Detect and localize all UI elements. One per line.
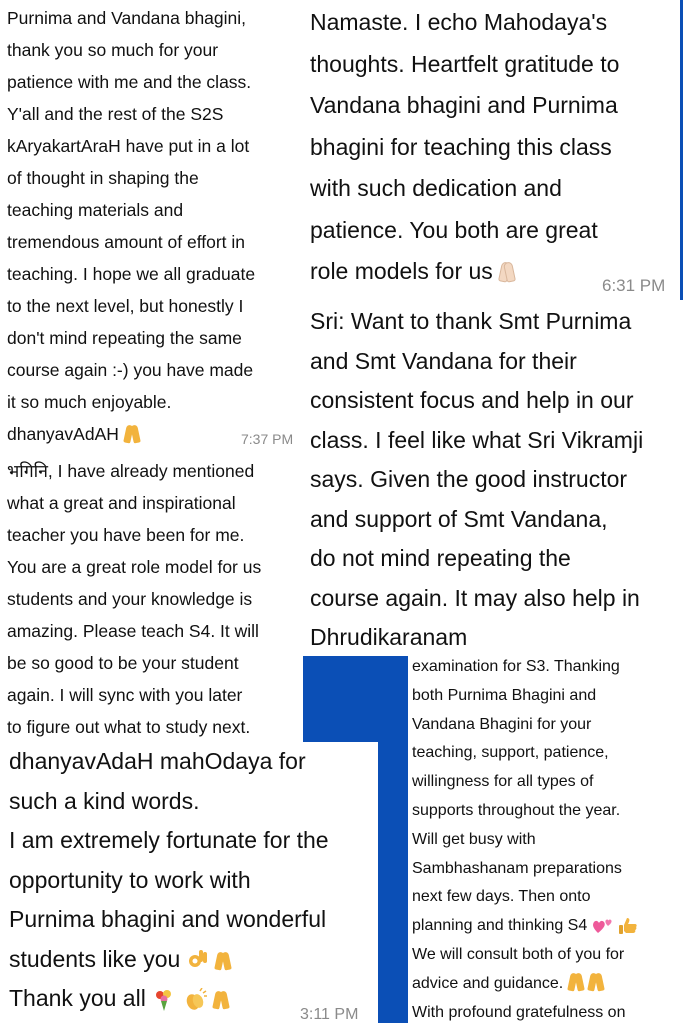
message-line: examination for S3. Thanking (412, 658, 620, 675)
message-line: भगिनि, I have already mentioned (7, 461, 255, 481)
message-line: teaching, support, patience, (412, 744, 609, 762)
message-line: Purnima and Vandana bhagini, (7, 8, 247, 28)
message-line: willingness for all types of (412, 773, 594, 791)
message-line: be so good to be your student (7, 653, 239, 673)
message-line: Dhrudikaranam (310, 624, 468, 650)
message-line: consistent focus and help in our (310, 387, 634, 413)
timestamp: 6:31 PM (602, 276, 666, 295)
message-line: course again. It may also help in (310, 584, 640, 611)
folded-hands-icon (568, 971, 584, 991)
message-line: tremendous amount of effort in (7, 232, 246, 252)
message-line: don't mind repeating the same (7, 328, 242, 348)
message-line: with such dedication and (310, 175, 562, 201)
message-line: and Smt Vandana for their (310, 347, 577, 374)
message-line: do not mind repeating the (310, 545, 571, 571)
message-line: kAryakartAraH have put in a lot (7, 136, 250, 156)
message-line: bhagini for teaching this class (310, 133, 612, 160)
folded-hands-icon (499, 262, 515, 282)
message-line: patience with me and the class. (7, 72, 252, 92)
message-line: class. I feel like what Sri Vikramji (310, 426, 644, 453)
timestamp: 3:11 PM (300, 1006, 359, 1023)
message-line: amazing. Please teach S4. It will (7, 621, 259, 641)
message-line: supports throughout the year. (412, 801, 621, 819)
message-line: both Purnima Bhagini and (412, 686, 597, 704)
message-middle-left (0, 455, 303, 740)
message-line: course again :-) you have made (7, 360, 254, 380)
message-line: of thought in shaping the (7, 168, 199, 188)
message-line: teaching materials and (7, 200, 184, 220)
message-line: Purnima bhagini and wonderful (9, 906, 327, 932)
message-line: We will consult both of you for (412, 945, 625, 963)
message-bottom-left (0, 740, 392, 1023)
message-line: says. Given the good instructor (310, 466, 628, 492)
message-line: students like you (9, 940, 329, 980)
blue-strip (378, 742, 408, 1023)
message-line: thoughts. Heartfelt gratitude to (310, 50, 620, 77)
message-line: dhanyavAdAH (7, 418, 255, 450)
message-line: role models for us (310, 251, 619, 293)
message-line: to the next level, but honestly I (7, 296, 244, 316)
message-line: opportunity to work with (9, 866, 251, 893)
message-line: it so much enjoyable. (7, 392, 172, 412)
message-line: dhanyavAdaH mahOdaya for (9, 748, 306, 774)
message-line: Y'all and the rest of the S2S (7, 104, 224, 124)
ok-hand-icon (187, 948, 209, 972)
message-line: advice and guidance. (412, 970, 638, 999)
message-line: what a great and inspirational (7, 493, 236, 513)
message-top-right (303, 0, 683, 300)
message-line: and support of Smt Vandana, (310, 505, 608, 532)
message-line: next few days. Then onto (412, 888, 591, 906)
two-hearts-icon (592, 917, 614, 935)
message-line: Vandana Bhagini for your (412, 715, 592, 733)
message-line: such a kind words. (9, 787, 200, 814)
message-line: With profound gratefulness on (412, 1003, 626, 1021)
message-line: teacher you have been for me. (7, 525, 245, 545)
message-bottom-right (408, 656, 683, 1023)
bouquet-icon (152, 988, 176, 1012)
timestamp: 7:37 PM (241, 431, 294, 447)
message-line: students and your knowledge is (7, 589, 253, 609)
folded-hands-icon (213, 989, 229, 1009)
message-line: patience. You both are great (310, 216, 598, 243)
message-line: Sambhashanam preparations (412, 859, 622, 877)
message-line: You are a great role model for us (7, 557, 262, 577)
message-middle-right (303, 300, 683, 656)
message-line: to figure out what to study next. (7, 717, 251, 737)
message-line: thank you so much for your (7, 40, 219, 60)
message-line: I am extremely fortunate for the (9, 827, 329, 853)
message-line: teaching. I hope we all graduate (7, 264, 256, 284)
message-line: Thank you all (9, 979, 329, 1019)
clapping-hands-icon (183, 988, 207, 1012)
message-top-left (0, 0, 303, 455)
folded-hands-icon (124, 423, 140, 443)
message-line: Sri: Want to thank Smt Purnima (310, 308, 632, 334)
folded-hands-icon (588, 971, 604, 991)
message-line: planning and thinking S4 (412, 912, 638, 941)
message-line: Vandana bhagini and Purnima (310, 92, 618, 118)
message-line: Will get busy with (412, 830, 536, 848)
thumbs-up-icon (618, 916, 638, 936)
blue-block (303, 656, 408, 742)
message-line: Namaste. I echo Mahodaya's (310, 9, 608, 35)
message-line: again. I will sync with you later (7, 685, 243, 705)
folded-hands-icon (215, 950, 231, 970)
